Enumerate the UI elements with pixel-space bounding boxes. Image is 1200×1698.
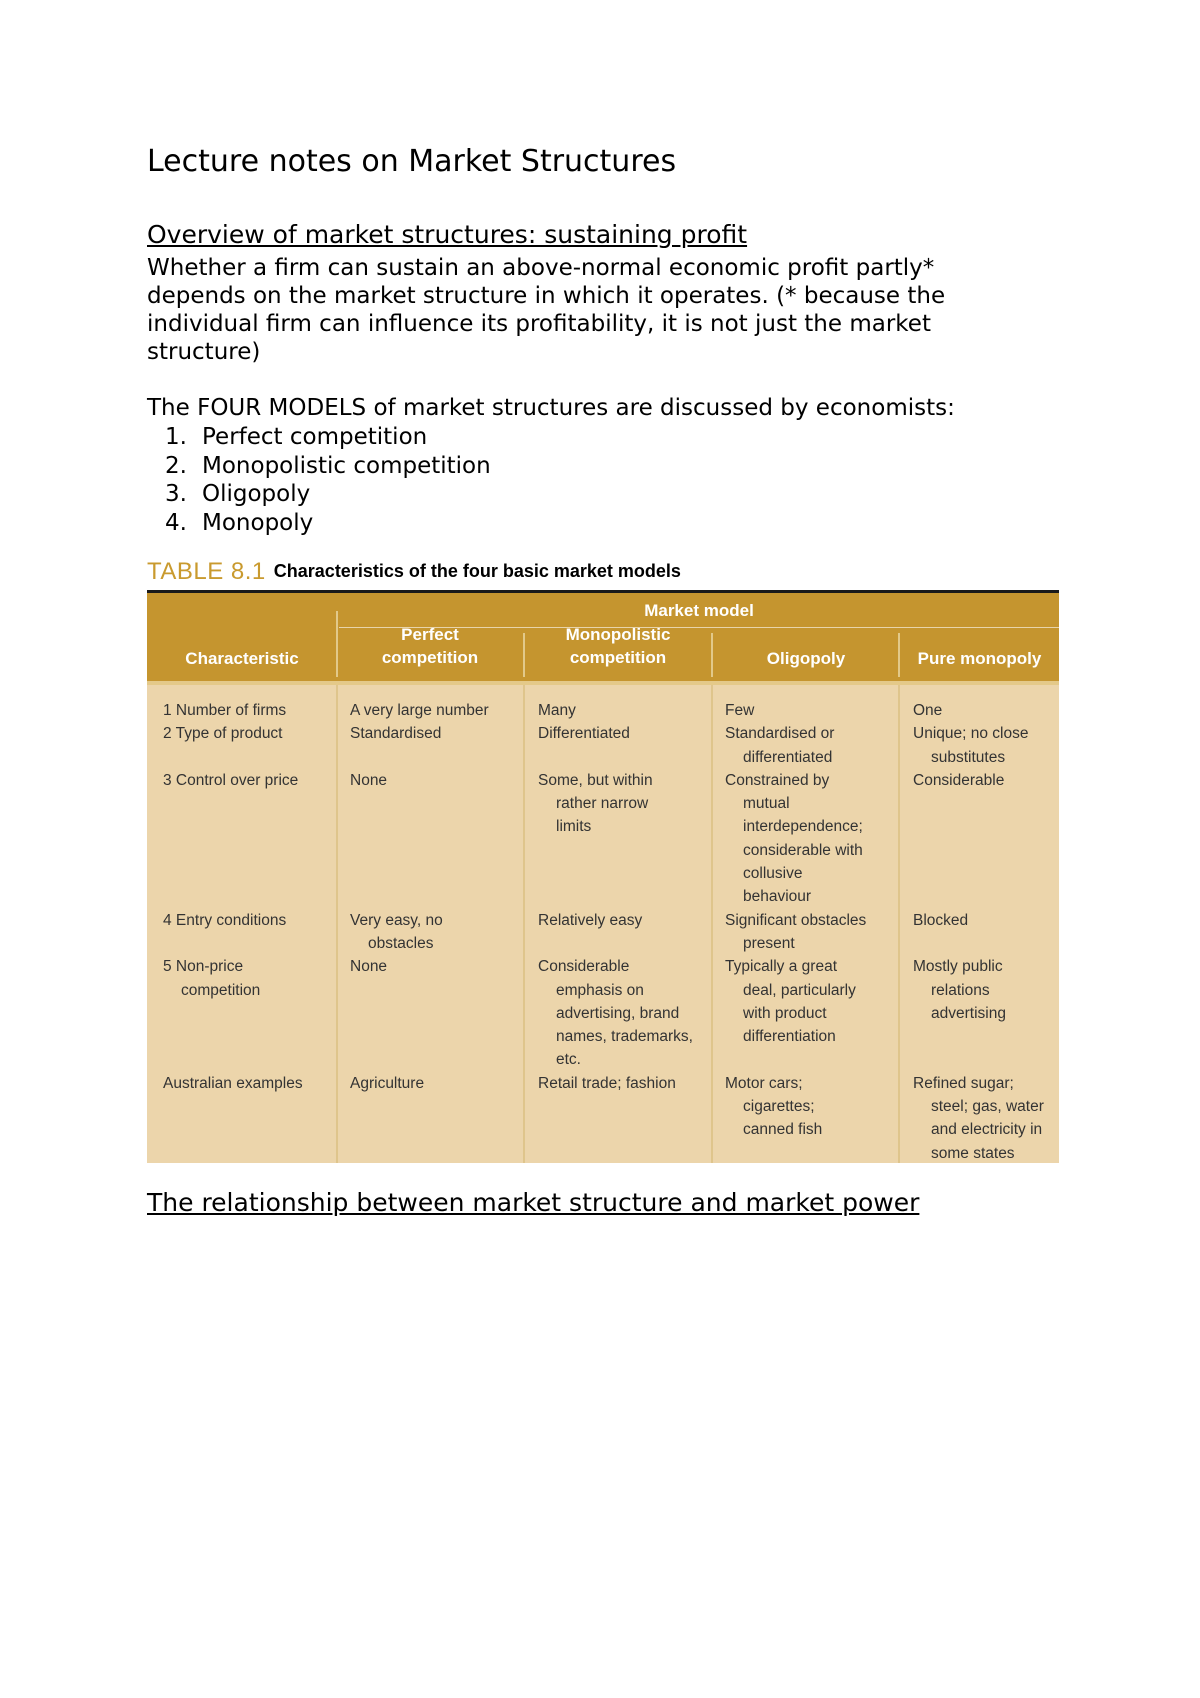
header-monopolistic-competition	[525, 623, 711, 669]
table-cell-line: A very large number	[350, 702, 489, 719]
paragraph-line: individual firm can influence its profitability, it is not just the market	[147, 311, 931, 337]
table-cell-line: mutual	[743, 795, 790, 813]
table-caption-label: TABLE 8.1	[147, 558, 266, 585]
table-cell-line: Refined sugar;	[913, 1074, 1014, 1092]
table-cell-line: Typically a great	[725, 958, 837, 976]
table-cell-line: Mostly public	[913, 958, 1003, 976]
table-cell-line: names, trademarks,	[556, 1028, 693, 1046]
header-oligopoly: Oligopoly	[766, 649, 846, 668]
header-pure-monopoly: Pure monopoly	[917, 649, 1042, 668]
table-cell-oligopoly	[725, 769, 905, 909]
market-models-list	[147, 423, 491, 537]
list-item-label: Monopolistic competition	[202, 452, 491, 479]
table-cell-oligopoly	[725, 955, 905, 1048]
section-heading-overview: Overview of market structures: sustaining profit	[147, 220, 748, 249]
header-line: competition	[381, 648, 479, 667]
paragraph-line: structure)	[147, 339, 261, 365]
list-item-label: Oligopoly	[202, 481, 311, 507]
table-cell-characteristic	[163, 699, 343, 722]
table-cell-line: canned fish	[743, 1121, 823, 1139]
table-cell-line: 5 Non-price	[163, 958, 244, 976]
table-cell-line: advertising, brand	[556, 1004, 680, 1022]
table-cell-line: Agriculture	[350, 1074, 425, 1092]
table-caption	[147, 558, 1059, 586]
table-cell-monopoly	[913, 1072, 1093, 1165]
table-header	[147, 593, 1059, 681]
overview-paragraph	[147, 254, 1057, 366]
table-cell-line: cigarettes;	[743, 1098, 815, 1116]
table-cell-line: relations	[931, 981, 990, 999]
list-item	[147, 509, 491, 538]
table-cell-oligopoly	[725, 1072, 905, 1142]
table-cell-monopoly	[913, 722, 1093, 769]
table-cell-monopolistic	[538, 699, 718, 722]
list-item-label: Monopoly	[202, 509, 314, 536]
table-cell-line: Some, but within	[538, 771, 653, 789]
table-cell-line: Significant obstacles	[725, 911, 867, 929]
table-cell-line: differentiated	[743, 748, 833, 766]
table-cell-characteristic	[163, 722, 343, 745]
table-cell-line: steel; gas, water	[931, 1098, 1044, 1116]
table-cell-oligopoly	[725, 909, 905, 956]
list-item	[147, 452, 491, 481]
table-cell-line: 2 Type of product	[163, 725, 283, 743]
table-cell-line: None	[350, 958, 388, 976]
table-cell-monopolistic	[538, 909, 718, 932]
table-cell-line: emphasis on	[556, 981, 644, 999]
table-cell-characteristic	[163, 955, 343, 1002]
header-line: Monopolistic	[565, 625, 671, 644]
list-number: 2.	[165, 452, 187, 479]
table-cell-line: Constrained by	[725, 771, 830, 789]
table-cell-monopoly	[913, 769, 1093, 792]
section-heading-relationship: The relationship between market structure and market power	[147, 1188, 920, 1217]
table-cell-line: interdependence;	[743, 818, 863, 836]
models-intro: The FOUR MODELS of market structures are discussed by economists:	[147, 395, 955, 421]
table-cell-characteristic	[163, 769, 343, 792]
table-cell-line: rather narrow	[556, 795, 649, 813]
header-line: Perfect	[401, 625, 459, 644]
paragraph-line: depends on the market structure in which it operates. (* because the	[147, 283, 946, 309]
table-cell-line: Many	[538, 702, 576, 719]
table-cell-monopolistic	[538, 722, 718, 745]
list-number: 3.	[165, 481, 187, 507]
table-cell-oligopoly	[725, 722, 905, 769]
table-cell-line: Few	[725, 702, 755, 719]
table-cell-oligopoly	[725, 699, 905, 722]
list-item-label: Perfect competition	[202, 424, 428, 450]
table-cell-line: Retail trade; fashion	[538, 1074, 676, 1092]
table-cell-perfect	[350, 769, 530, 792]
table-cell-line: differentiation	[743, 1028, 836, 1046]
header-characteristic: Characteristic	[185, 649, 299, 668]
table-cell-line: Considerable	[913, 771, 1005, 789]
table-cell-line: present	[743, 934, 795, 952]
table-cell-characteristic	[163, 909, 343, 932]
table-cell-line: advertising	[931, 1004, 1006, 1022]
table-cell-line: Standardised	[350, 725, 442, 743]
table-cell-line: substitutes	[931, 748, 1006, 766]
table-cell-perfect	[350, 722, 530, 745]
document-title: Lecture notes on Market Structures	[147, 144, 677, 179]
table-cell-line: deal, particularly	[743, 981, 856, 999]
list-item	[147, 423, 491, 452]
table-cell-line: Australian examples	[163, 1074, 303, 1092]
table-cell-line: with product	[743, 1004, 827, 1022]
table-figure	[147, 558, 1059, 1163]
table-cell-monopoly	[913, 955, 1093, 1025]
table-body	[147, 685, 1059, 1163]
table-cell-line: 4 Entry conditions	[163, 911, 287, 929]
table-cell-line: some states	[931, 1144, 1015, 1162]
table-cell-line: Unique; no close	[913, 725, 1029, 743]
table-cell-perfect	[350, 955, 530, 978]
table-cell-line: limits	[556, 818, 592, 836]
table-cell-line: 3 Control over price	[163, 771, 299, 789]
table-cell-line: Relatively easy	[538, 911, 643, 929]
header-line: competition	[569, 648, 667, 667]
table-cell-line: Differentiated	[538, 725, 630, 743]
table-cell-line: One	[913, 702, 943, 719]
table-cell-line: considerable with	[743, 841, 863, 859]
header-group-market-model: Market model	[644, 601, 754, 620]
table-cell-characteristic	[163, 1072, 343, 1095]
table-cell-line: Blocked	[913, 911, 969, 929]
table-cell-line: and electricity in	[931, 1121, 1043, 1139]
table-cell-perfect	[350, 699, 530, 722]
table-cell-perfect	[350, 1072, 530, 1095]
table-cell-line: 1 Number of firms	[163, 702, 287, 719]
table-cell-line: Very easy, no	[350, 911, 443, 929]
table-cell-line: None	[350, 771, 388, 789]
table-cell-line: collusive	[743, 865, 803, 883]
table-cell-monopoly	[913, 909, 1093, 932]
table-cell-line: behaviour	[743, 888, 812, 906]
table-cell-line: Motor cars;	[725, 1074, 803, 1092]
header-perfect-competition	[337, 623, 523, 669]
list-number: 1.	[165, 424, 187, 450]
table-cell-monopoly	[913, 699, 1093, 722]
table-cell-line: Standardised or	[725, 725, 835, 743]
paragraph-line: Whether a firm can sustain an above-normal economic profit partly*	[147, 255, 935, 281]
table-cell-monopolistic	[538, 955, 718, 1071]
table-cell-perfect	[350, 909, 530, 956]
table-cell-line: competition	[181, 981, 261, 999]
table-cell-line: Considerable	[538, 958, 630, 976]
list-item	[147, 480, 491, 509]
list-number: 4.	[165, 509, 187, 536]
table-cell-monopolistic	[538, 1072, 718, 1095]
table-cell-monopolistic	[538, 769, 718, 839]
table-caption-text: Characteristics of the four basic market models	[273, 561, 681, 581]
table-cell-line: etc.	[556, 1051, 581, 1069]
table-cell-line: obstacles	[368, 934, 434, 952]
